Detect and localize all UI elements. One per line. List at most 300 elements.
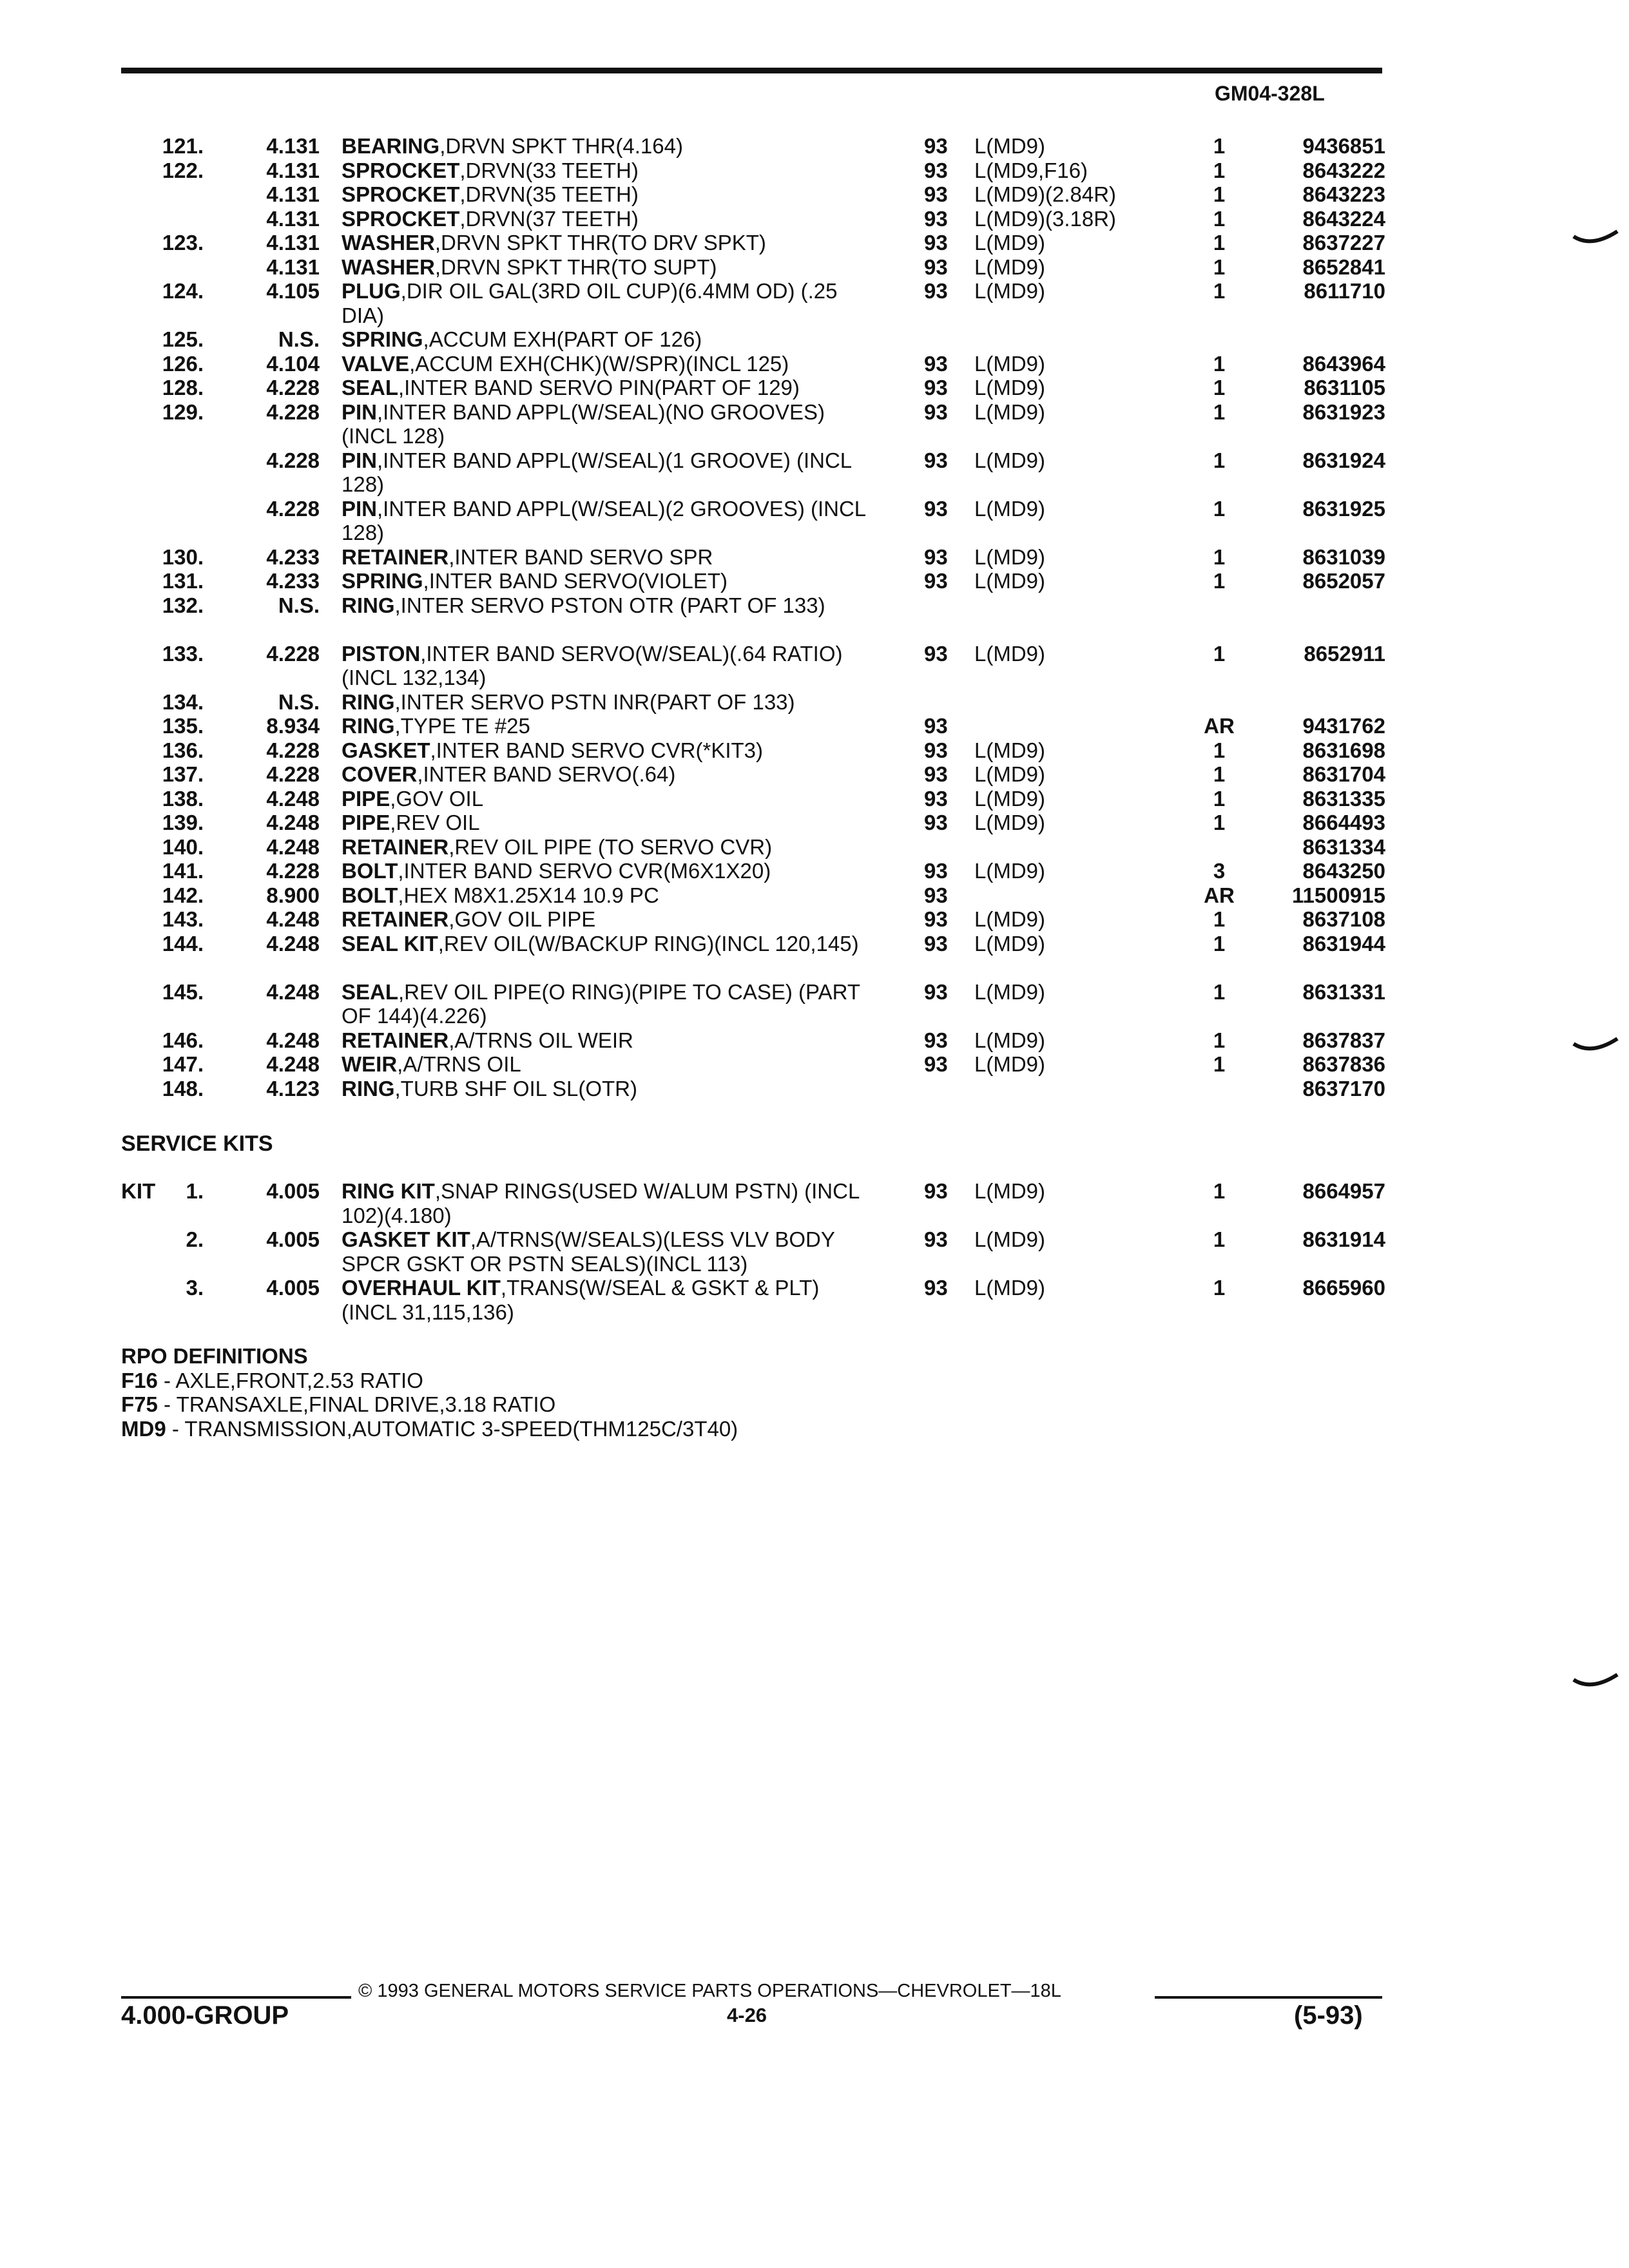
part-name: RING <box>342 714 395 738</box>
part-description <box>342 207 870 231</box>
part-detail: ,DIR OIL GAL(3RD OIL CUP)(6.4MM OD) (.25 DIA) <box>342 279 838 327</box>
ref-number: 126. <box>162 351 204 376</box>
part-name: PIN <box>342 496 378 521</box>
footer-group: 4.000-GROUP <box>121 2001 289 2030</box>
part-detail: ,A/TRNS OIL WEIR <box>448 1028 633 1052</box>
part-description <box>342 642 870 690</box>
rpo-definition <box>121 1369 738 1393</box>
part-row <box>0 1227 1629 1276</box>
part-detail: ,TURB SHF OIL SL(OTR) <box>394 1076 637 1100</box>
group-number: 4.131 <box>266 255 320 279</box>
part-row <box>0 497 1629 545</box>
ref-number: 146. <box>162 1028 204 1052</box>
model: L(MD9) <box>974 859 1046 883</box>
part-description <box>342 980 870 1028</box>
part-number: 8664957 <box>1302 1179 1385 1203</box>
part-description <box>342 690 870 715</box>
part-description <box>342 787 870 811</box>
part-name: PIN <box>342 448 378 472</box>
part-name: BEARING <box>342 134 440 158</box>
part-number: 8637108 <box>1302 907 1385 931</box>
year: 93 <box>924 496 948 521</box>
ref-number: 148. <box>162 1076 204 1100</box>
part-detail: ,INTER BAND APPL(W/SEAL)(1 GROOVE) (INCL 128) <box>342 448 851 496</box>
part-row <box>0 159 1629 183</box>
year: 93 <box>924 448 948 472</box>
parts-list <box>0 134 1629 1100</box>
model: L(MD9) <box>974 255 1046 279</box>
year: 93 <box>924 979 948 1004</box>
ref-number: 121. <box>162 134 204 158</box>
quantity: 1 <box>1213 231 1226 255</box>
part-description <box>342 714 870 738</box>
footer-rule-right <box>1155 1996 1382 1999</box>
quantity: 1 <box>1213 979 1226 1004</box>
group-number: 4.131 <box>266 158 320 182</box>
group-number: 4.228 <box>266 448 320 472</box>
part-description <box>342 182 870 207</box>
part-row <box>0 1052 1629 1077</box>
part-row <box>0 714 1629 738</box>
quantity: 1 <box>1213 1227 1226 1251</box>
year: 93 <box>924 907 948 931</box>
part-description <box>342 593 870 618</box>
rpo-code: F16 <box>121 1368 158 1392</box>
part-number: 8643223 <box>1302 182 1385 206</box>
part-description <box>342 545 870 570</box>
year: 93 <box>924 544 948 569</box>
quantity: 1 <box>1213 641 1226 666</box>
year: 93 <box>924 376 948 399</box>
part-name: SEAL <box>342 979 399 1004</box>
part-name: PIPE <box>342 811 390 834</box>
rpo-definitions <box>121 1344 738 1441</box>
part-name: PIPE <box>342 786 390 811</box>
page-edge-mark <box>1572 1666 1624 1698</box>
part-row <box>0 811 1629 835</box>
part-description <box>342 448 870 497</box>
group-number: 4.228 <box>266 859 320 883</box>
group-number: 4.131 <box>266 231 320 255</box>
part-detail: ,TYPE TE #25 <box>394 714 530 738</box>
part-name: PLUG <box>342 279 401 303</box>
part-number: 8631923 <box>1302 399 1385 424</box>
ref-number: 130. <box>162 544 204 569</box>
ref-number: 142. <box>162 883 204 907</box>
part-name: SPROCKET <box>342 158 460 182</box>
part-detail: ,GOV OIL <box>390 786 484 811</box>
group-number: 4.228 <box>266 496 320 521</box>
part-name: BOLT <box>342 859 398 883</box>
model: L(MD9) <box>974 1227 1046 1251</box>
part-number: 11500915 <box>1291 883 1385 907</box>
part-name: SPROCKET <box>342 182 460 206</box>
model: L(MD9) <box>974 811 1046 834</box>
model: L(MD9) <box>974 907 1046 931</box>
quantity: 1 <box>1213 811 1226 834</box>
part-number: 8631944 <box>1302 931 1385 956</box>
group-number: 4.123 <box>266 1076 320 1100</box>
year: 93 <box>924 786 948 811</box>
part-detail: ,ACCUM EXH(CHK)(W/SPR)(INCL 125) <box>409 351 789 376</box>
group-number: 4.248 <box>266 786 320 811</box>
part-name: SEAL KIT <box>342 931 438 956</box>
group-number: N.S. <box>278 593 320 617</box>
quantity: 1 <box>1213 738 1226 762</box>
part-number: 8652911 <box>1304 641 1385 666</box>
quantity: 1 <box>1213 544 1226 569</box>
part-name: SEAL <box>342 376 399 399</box>
model: L(MD9) <box>974 351 1046 376</box>
part-number: 8631704 <box>1302 762 1385 786</box>
page-edge-mark <box>1572 222 1624 255</box>
ref-number: 147. <box>162 1052 204 1076</box>
part-number: 8631698 <box>1302 738 1385 762</box>
model: L(MD9) <box>974 931 1046 956</box>
part-number: 8631039 <box>1302 544 1385 569</box>
quantity: 1 <box>1213 279 1226 303</box>
part-detail: ,INTER BAND SERVO(VIOLET) <box>423 569 728 593</box>
group-number: 4.248 <box>266 907 320 931</box>
part-detail: ,INTER BAND SERVO(W/SEAL)(.64 RATIO)(INCL 132,134) <box>342 641 843 689</box>
part-number: 9436851 <box>1302 134 1385 158</box>
part-name: RETAINER <box>342 834 449 859</box>
part-number: 8631914 <box>1302 1227 1385 1251</box>
part-name: SPRING <box>342 327 423 351</box>
part-description <box>342 883 870 908</box>
group-number: 4.005 <box>266 1276 320 1300</box>
part-name: BOLT <box>342 883 398 907</box>
part-name: WASHER <box>342 231 435 255</box>
group-number: 4.005 <box>266 1179 320 1203</box>
quantity: 1 <box>1213 448 1226 472</box>
part-number: 8631331 <box>1302 979 1385 1004</box>
part-row <box>0 1276 1629 1324</box>
group-number: 4.233 <box>266 569 320 593</box>
group-number: 4.248 <box>266 931 320 956</box>
quantity: 1 <box>1213 1052 1226 1076</box>
group-number: 4.105 <box>266 279 320 303</box>
year: 93 <box>924 738 948 762</box>
year: 93 <box>924 883 948 907</box>
part-detail: ,GOV OIL PIPE <box>448 907 596 931</box>
part-row <box>0 907 1629 932</box>
part-description <box>342 1028 870 1053</box>
part-row <box>0 593 1629 642</box>
ref-number: 133. <box>162 641 204 666</box>
part-detail: ,INTER SERVO PSTN INR(PART OF 133) <box>394 689 795 714</box>
part-name: GASKET KIT <box>342 1227 470 1251</box>
group-number: 4.005 <box>266 1227 320 1251</box>
page-edge-mark <box>1572 1030 1624 1062</box>
year: 93 <box>924 206 948 231</box>
rpo-title: RPO DEFINITIONS <box>121 1344 308 1368</box>
rpo-code: MD9 <box>121 1416 166 1441</box>
part-detail: ,DRVN SPKT THR(TO SUPT) <box>434 255 717 279</box>
quantity: 1 <box>1213 907 1226 931</box>
ref-number: 123. <box>162 231 204 255</box>
part-detail: ,A/TRNS(W/SEALS)(LESS VLV BODY SPCR GSKT OR PSTN SEALS)(INCL 113) <box>342 1227 835 1276</box>
quantity: 1 <box>1213 351 1226 376</box>
part-number: 8631924 <box>1302 448 1385 472</box>
quantity: 1 <box>1213 182 1226 206</box>
top-rule <box>121 68 1382 73</box>
part-row <box>0 980 1629 1028</box>
part-description <box>342 1227 870 1276</box>
part-row <box>0 1028 1629 1053</box>
service-kits-title: SERVICE KITS <box>121 1131 273 1156</box>
group-number: 4.228 <box>266 762 320 786</box>
part-row <box>0 835 1629 860</box>
quantity: 1 <box>1213 1179 1226 1203</box>
model: L(MD9,F16) <box>974 158 1088 182</box>
part-row <box>0 352 1629 376</box>
ref-number: 138. <box>162 786 204 811</box>
part-number: 8652841 <box>1302 255 1385 279</box>
group-number: 4.248 <box>266 1028 320 1052</box>
part-detail: ,DRVN(37 TEETH) <box>459 206 639 231</box>
part-row <box>0 738 1629 763</box>
part-number: 8631334 <box>1302 834 1385 859</box>
group-number: 4.131 <box>266 206 320 231</box>
part-number: 8611710 <box>1304 279 1385 303</box>
part-name: COVER <box>342 762 418 786</box>
part-name: VALVE <box>342 351 410 376</box>
part-detail: ,INTER BAND SERVO SPR <box>448 544 713 569</box>
footer-copyright: © 1993 GENERAL MOTORS SERVICE PARTS OPERATIONS—CHEVROLET—18L <box>358 1981 1061 2001</box>
part-number: 8643250 <box>1302 859 1385 883</box>
model: L(MD9) <box>974 1052 1046 1076</box>
part-description <box>342 859 870 883</box>
quantity: 1 <box>1213 569 1226 593</box>
ref-number: 137. <box>162 762 204 786</box>
rpo-definition <box>121 1392 738 1417</box>
part-description <box>342 376 870 400</box>
quantity: 3 <box>1213 859 1226 883</box>
year: 93 <box>924 134 948 158</box>
group-number: 8.900 <box>266 883 320 907</box>
part-description <box>342 811 870 835</box>
group-number: 4.228 <box>266 738 320 762</box>
part-name: SPROCKET <box>342 206 460 231</box>
ref-number: 135. <box>162 714 204 738</box>
part-name: WEIR <box>342 1052 398 1076</box>
part-detail: ,INTER SERVO PSTON OTR (PART OF 133) <box>394 593 825 617</box>
part-description <box>342 835 870 860</box>
part-row <box>0 231 1629 255</box>
model: L(MD9) <box>974 1276 1046 1300</box>
part-row <box>0 1179 1629 1227</box>
group-number: 4.248 <box>266 834 320 859</box>
service-kits-list <box>0 1179 1629 1324</box>
year: 93 <box>924 762 948 786</box>
year: 93 <box>924 859 948 883</box>
rpo-description: - AXLE,FRONT,2.53 RATIO <box>157 1368 423 1392</box>
model: L(MD9) <box>974 762 1046 786</box>
group-number: 4.248 <box>266 979 320 1004</box>
ref-number: 122. <box>162 158 204 182</box>
model: L(MD9) <box>974 231 1046 255</box>
model: L(MD9) <box>974 979 1046 1004</box>
quantity: 1 <box>1213 786 1226 811</box>
part-description <box>342 400 870 448</box>
model: L(MD9) <box>974 399 1046 424</box>
ref-number: 1. <box>186 1179 204 1203</box>
model: L(MD9) <box>974 496 1046 521</box>
footer-date: (5-93) <box>1294 2001 1363 2030</box>
part-name: GASKET <box>342 738 430 762</box>
part-row <box>0 859 1629 883</box>
part-description <box>342 255 870 280</box>
part-row <box>0 448 1629 497</box>
part-number: 8631925 <box>1302 496 1385 521</box>
part-detail: ,DRVN SPKT THR(TO DRV SPKT) <box>434 231 766 255</box>
part-description <box>342 907 870 932</box>
footer-page-number: 4-26 <box>727 2004 767 2026</box>
part-detail: ,DRVN SPKT THR(4.164) <box>439 134 683 158</box>
model: L(MD9) <box>974 738 1046 762</box>
ref-number: 131. <box>162 569 204 593</box>
kit-label: KIT <box>121 1179 156 1203</box>
year: 93 <box>924 255 948 279</box>
part-number: 8652057 <box>1302 569 1385 593</box>
model: L(MD9) <box>974 1179 1046 1203</box>
part-number: 8643222 <box>1302 158 1385 182</box>
part-number: 8637836 <box>1302 1052 1385 1076</box>
part-row <box>0 883 1629 908</box>
part-detail: ,ACCUM EXH(PART OF 126) <box>423 327 702 351</box>
group-number: 4.228 <box>266 641 320 666</box>
model: L(MD9) <box>974 786 1046 811</box>
year: 93 <box>924 714 948 738</box>
part-description <box>342 1276 870 1324</box>
part-detail: ,REV OIL <box>390 811 480 834</box>
group-number: 4.228 <box>266 399 320 424</box>
ref-number: 3. <box>186 1276 204 1300</box>
part-row <box>0 134 1629 159</box>
part-description <box>342 1179 870 1227</box>
part-name: SPRING <box>342 569 423 593</box>
part-row <box>0 279 1629 327</box>
part-row <box>0 569 1629 593</box>
part-number: 8631335 <box>1302 786 1385 811</box>
part-detail: ,REV OIL(W/BACKUP RING)(INCL 120,145) <box>438 931 859 956</box>
group-number: 4.233 <box>266 544 320 569</box>
quantity: 1 <box>1213 1028 1226 1052</box>
part-name: OVERHAUL KIT <box>342 1276 501 1300</box>
part-description <box>342 1077 870 1101</box>
part-detail: ,INTER BAND APPL(W/SEAL)(2 GROOVES) (INCL 128) <box>342 496 865 544</box>
year: 93 <box>924 811 948 834</box>
part-name: PIN <box>342 399 378 424</box>
part-detail: ,TRANS(W/SEAL & GSKT & PLT)(INCL 31,115,136) <box>342 1276 820 1324</box>
part-number: 8665960 <box>1302 1276 1385 1300</box>
year: 93 <box>924 569 948 593</box>
part-number: 8637227 <box>1302 231 1385 255</box>
ref-number: 132. <box>162 593 204 617</box>
model: L(MD9) <box>974 569 1046 593</box>
part-description <box>342 159 870 183</box>
ref-number: 129. <box>162 399 204 424</box>
part-name: RING <box>342 593 395 617</box>
part-number: 8643224 <box>1302 206 1385 231</box>
rpo-code: F75 <box>121 1392 158 1416</box>
quantity: 1 <box>1213 931 1226 956</box>
part-description <box>342 231 870 255</box>
document-code: GM04-328L <box>1215 82 1325 105</box>
part-description <box>342 738 870 763</box>
group-number: 4.248 <box>266 1052 320 1076</box>
part-number: 8637170 <box>1302 1076 1385 1100</box>
quantity: 1 <box>1213 158 1226 182</box>
part-description <box>342 352 870 376</box>
part-name: RETAINER <box>342 907 449 931</box>
model: L(MD9) <box>974 544 1046 569</box>
part-row <box>0 545 1629 570</box>
model: L(MD9)(2.84R) <box>974 182 1117 206</box>
model: L(MD9) <box>974 376 1046 399</box>
part-detail: ,INTER BAND SERVO(.64) <box>417 762 676 786</box>
part-description <box>342 134 870 159</box>
part-detail: ,SNAP RINGS(USED W/ALUM PSTN) (INCL 102)(4.180) <box>342 1179 860 1227</box>
part-row <box>0 1077 1629 1101</box>
ref-number: 124. <box>162 279 204 303</box>
part-description <box>342 327 870 352</box>
year: 93 <box>924 1179 948 1203</box>
part-detail: ,REV OIL PIPE (TO SERVO CVR) <box>448 834 773 859</box>
model: L(MD9) <box>974 134 1046 158</box>
rpo-description: - TRANSMISSION,AUTOMATIC 3-SPEED(THM125C/3T40) <box>166 1416 738 1441</box>
quantity: AR <box>1204 714 1235 738</box>
rpo-description: - TRANSAXLE,FINAL DRIVE,3.18 RATIO <box>157 1392 556 1416</box>
part-detail: ,INTER BAND SERVO CVR(M6X1X20) <box>398 859 771 883</box>
part-detail: ,INTER BAND SERVO CVR(*KIT3) <box>430 738 763 762</box>
ref-number: 143. <box>162 907 204 931</box>
group-number: 4.131 <box>266 182 320 206</box>
model: L(MD9) <box>974 279 1046 303</box>
part-row <box>0 327 1629 352</box>
part-row <box>0 932 1629 980</box>
quantity: 1 <box>1213 762 1226 786</box>
part-detail: ,DRVN(33 TEETH) <box>459 158 639 182</box>
part-name: RETAINER <box>342 544 449 569</box>
part-number: 8664493 <box>1302 811 1385 834</box>
year: 93 <box>924 1276 948 1300</box>
model: L(MD9) <box>974 448 1046 472</box>
part-detail: ,REV OIL PIPE(O RING)(PIPE TO CASE) (PART OF 144)(4.226) <box>342 979 860 1028</box>
part-number: 8631105 <box>1304 376 1385 399</box>
part-detail: ,INTER BAND SERVO PIN(PART OF 129) <box>398 376 800 399</box>
year: 93 <box>924 1052 948 1076</box>
rpo-definition <box>121 1417 738 1441</box>
ref-number: 144. <box>162 931 204 956</box>
part-detail: ,A/TRNS OIL <box>397 1052 521 1076</box>
group-number: N.S. <box>278 327 320 351</box>
part-row <box>0 690 1629 715</box>
group-number: 4.228 <box>266 376 320 399</box>
year: 93 <box>924 231 948 255</box>
part-number: 8637837 <box>1302 1028 1385 1052</box>
year: 93 <box>924 158 948 182</box>
part-description <box>342 762 870 787</box>
part-detail: ,HEX M8X1.25X14 10.9 PC <box>398 883 659 907</box>
model: L(MD9) <box>974 1028 1046 1052</box>
year: 93 <box>924 399 948 424</box>
group-number: N.S. <box>278 689 320 714</box>
part-name: RING <box>342 689 395 714</box>
year: 93 <box>924 931 948 956</box>
group-number: 4.131 <box>266 134 320 158</box>
